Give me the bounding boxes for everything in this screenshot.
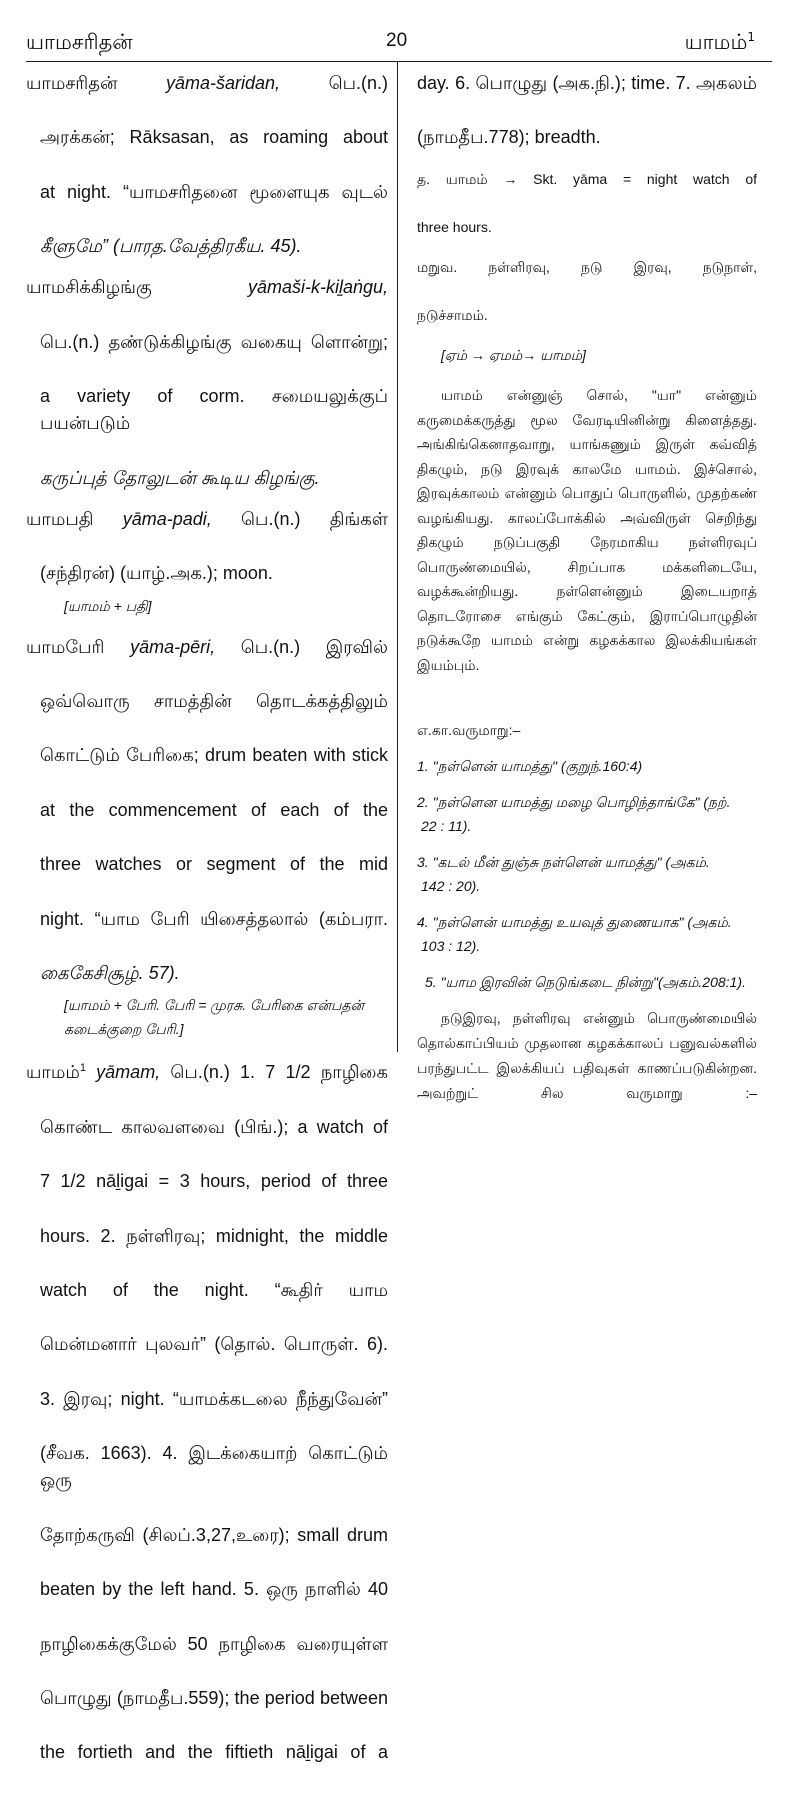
entry-line: கைகேசிசூழ். 57). [40, 963, 180, 984]
entry-line: கீளுமே” (பாரத.வேத்திரகீய. 45). [40, 236, 302, 257]
entry-line: three hours. [417, 219, 492, 235]
entry-line: night. “யாம பேரி யிசைத்தலால் (கம்பரா. [40, 908, 388, 929]
entry-line: ஒவ்வொரு சாமத்தின் தொடக்கத்திலும் [40, 691, 388, 712]
headword: யாமசரிதன் [26, 73, 118, 93]
entry-line: கொட்டும் பேரிகை; drum beaten with stick [40, 745, 388, 766]
entry-line: த. யாமம் → Skt. yāma = night watch of [417, 171, 757, 187]
column-divider [397, 62, 398, 1052]
entry-line [26, 70, 388, 124]
entry-line: a variety of corm. சமையலுக்குப் பயன்படும் [40, 386, 388, 434]
example-2 [417, 790, 757, 838]
headword: யாமபேரி [26, 636, 105, 657]
sanskrit-note [417, 167, 757, 239]
entry-line: நடுச்சாமம். [417, 307, 488, 323]
entry-line: 3. இரவு; night. “யாமக்கடலை நீந்துவேன்” [40, 1388, 388, 1409]
entry-line: watch of the night. “கூதிர் யாம [40, 1279, 388, 1300]
entry-line: தோற்கருவி (சிலப்.3,27,உரை); small drum [40, 1524, 388, 1545]
example-line: 22 : 11). [421, 817, 472, 834]
running-head-right [685, 30, 755, 57]
entry-line: (நாமதீப.778); breadth. [417, 127, 601, 147]
headword-sup: 1 [79, 1062, 86, 1075]
headword: யாமம் [26, 1062, 80, 1083]
entry-line: பொழுது (நாமதீப.559); the period between [40, 1687, 388, 1708]
transliteration: yāma-pēri, [130, 636, 216, 657]
entry-line: கருப்புத் தோலுடன் கூடிய கிழங்கு. [40, 467, 320, 488]
entry-line [26, 506, 388, 560]
entry-line: பெ.(n.) தண்டுக்கிழங்கு வகையு ளொன்று; [40, 331, 388, 352]
page-header [0, 0, 800, 62]
transliteration: yāmam, [96, 1062, 161, 1083]
entry-yamaperi [26, 634, 388, 1042]
commentary-paragraph-2: நடுஇரவு, நள்ளிரவு என்னும் பொருண்மையில் தொல்காப்பியம் முதலான கழகக்காலப் பனுவல்களில் பரந்துபட்ட இலக்கியப் பதிவுகள் காணப்படுகின்றன. அவற்றுட் சில வருமாறு :– [417, 1009, 757, 1101]
example-5: 5. "யாம இரவின் நெடுங்கடை நின்று"(அகம்.208:1). [425, 973, 746, 990]
example-line: 3. "கடல் மீன் துஞ்சு நள்ளென் யாமத்து" (அகம். [417, 853, 710, 870]
left-column [26, 70, 388, 1808]
header-rule [26, 61, 772, 62]
grammar-tag: பெ.(n.) [328, 73, 388, 93]
note-line: கடைக்குறை பேரி.] [64, 1021, 184, 1038]
continuation [417, 70, 757, 151]
entry-line: நாழிகைக்குமேல் 50 நாழிகை வரையுள்ள [40, 1633, 388, 1654]
entry-line: day. 6. பொழுது (அக.நி.); time. 7. அகலம் [417, 73, 757, 93]
running-head-left: யாமசரிதன் [26, 30, 133, 54]
entry-line: hours. 2. நள்ளிரவு; midnight, the middle [40, 1225, 388, 1246]
note-line: [யாமம் + பேரி. பேரி = முரசு. பேரிகை என்பதன் [64, 997, 365, 1014]
etymology-note: [ஏம் → ஏமம்→ யாமம்] [441, 347, 586, 363]
entry-yamasikkizhangu [26, 274, 388, 492]
entry-yamasaridan [26, 70, 388, 260]
entry-line: (சீவக. 1663). 4. இடக்கையாற் கொட்டும் ஒரு [40, 1443, 388, 1491]
entry-line: at the commencement of each of the [40, 799, 388, 820]
running-head-right-sup: 1 [747, 30, 755, 44]
entry-line: 7 1/2 nāḻigai = 3 hours, period of three [40, 1171, 388, 1192]
entry-line: அரக்கன்; Rāksasan, as roaming about [40, 127, 388, 148]
example-line: 142 : 20). [421, 877, 481, 894]
transliteration: yāma-šaridan, [165, 73, 281, 93]
entry-line: three watches or segment of the mid [40, 854, 388, 875]
transliteration: yāma-padi, [122, 509, 212, 530]
entry-line: கொண்ட காலவளவை (பிங்.); a watch of [40, 1116, 388, 1137]
examples-heading: எ.கா.வருமாறு:– [417, 721, 521, 738]
grammar-tag: பெ.(n.) [241, 509, 301, 530]
entry-line: the fortieth and the fiftieth nāḻigai of a [40, 1742, 388, 1763]
example-line: 2. "நள்ளென யாமத்து மழை பொழிந்தாங்கே" (நற். [417, 793, 731, 810]
entry-line: மென்மனார் புலவர்” (தொல். பொருள். 6). [40, 1334, 388, 1355]
right-column [417, 70, 757, 1147]
etymology-note: [யாமம் + பதி] [64, 597, 152, 614]
entry-line: beaten by the left hand. 5. ஒரு நாளில் 40 [40, 1579, 388, 1600]
entry-line [26, 634, 388, 688]
running-head-right-word: யாமம் [684, 30, 748, 54]
entry-line [26, 274, 388, 328]
entry-text: திங்கள் [329, 509, 388, 530]
entry-line: (சந்திரன்) (யாழ்.அக.); moon. [40, 563, 273, 584]
example-1: 1. "நள்ளென் யாமத்து" (குறுந்.160:4) [417, 757, 643, 774]
example-4 [417, 910, 757, 958]
example-line: 4. "நள்ளென் யாமத்து உயவுத் துணையாக" (அகம். [417, 913, 732, 930]
entry-line [26, 1055, 388, 1113]
example-line: 103 : 12). [421, 937, 481, 954]
grammar-tag: பெ.(n.) 1. 7 1/2 நாழிகை [170, 1062, 388, 1083]
headword: யாமபதி [26, 509, 94, 530]
headword: யாமசிக்கிழங்கு [26, 277, 152, 298]
grammar-tag: பெ.(n.) இரவில் [240, 636, 388, 657]
entry-line: at night. “யாமசரிதனை மூளையுக வுடல் [40, 181, 388, 202]
entry-yamam-1 [26, 1055, 388, 1793]
synonyms [417, 255, 757, 327]
entry-yamapadi [26, 506, 388, 618]
etymology-note [64, 993, 388, 1041]
example-3 [417, 850, 757, 898]
transliteration: yāmaši-k-kiḻaṅgu, [247, 277, 388, 298]
entry-line: மறுவ. நள்ளிரவு, நடு இரவு, நடுநாள், [417, 259, 757, 275]
commentary-paragraph: யாமம் என்னுஞ் சொல், "யா" என்னும் கருமைக்கருத்து மூல வேரடியினின்று கிளைத்தது. அங்கிங்கெனாதவாறு, யாங்கணும் இருள் கவ்வித் திகழும், நடு இரவுக் காலமே யாமம். இச்சொல், இரவுக்காலம் என்னும் பொதுப் பொருளில், முதற்கண் வழங்கியது. காலப்போக்கில் அவ்விருள் செறிந்து திகழும் நடுப்பகுதி நேரமாகிய நள்ளிரவுப் பொருண்மையில், சிறப்பாக மக்களிடையே, வழக்கூன்றியது. நள்ளென்னும் இடையறாத் தொடரோசை எங்கும் கேட்கும், இராப்பொழுதின் நடுக்கூறே யாமம் என்று கழகக்கால இலக்கியங்கள் இயம்பும். [417, 387, 757, 673]
page-number: 20 [386, 30, 408, 51]
